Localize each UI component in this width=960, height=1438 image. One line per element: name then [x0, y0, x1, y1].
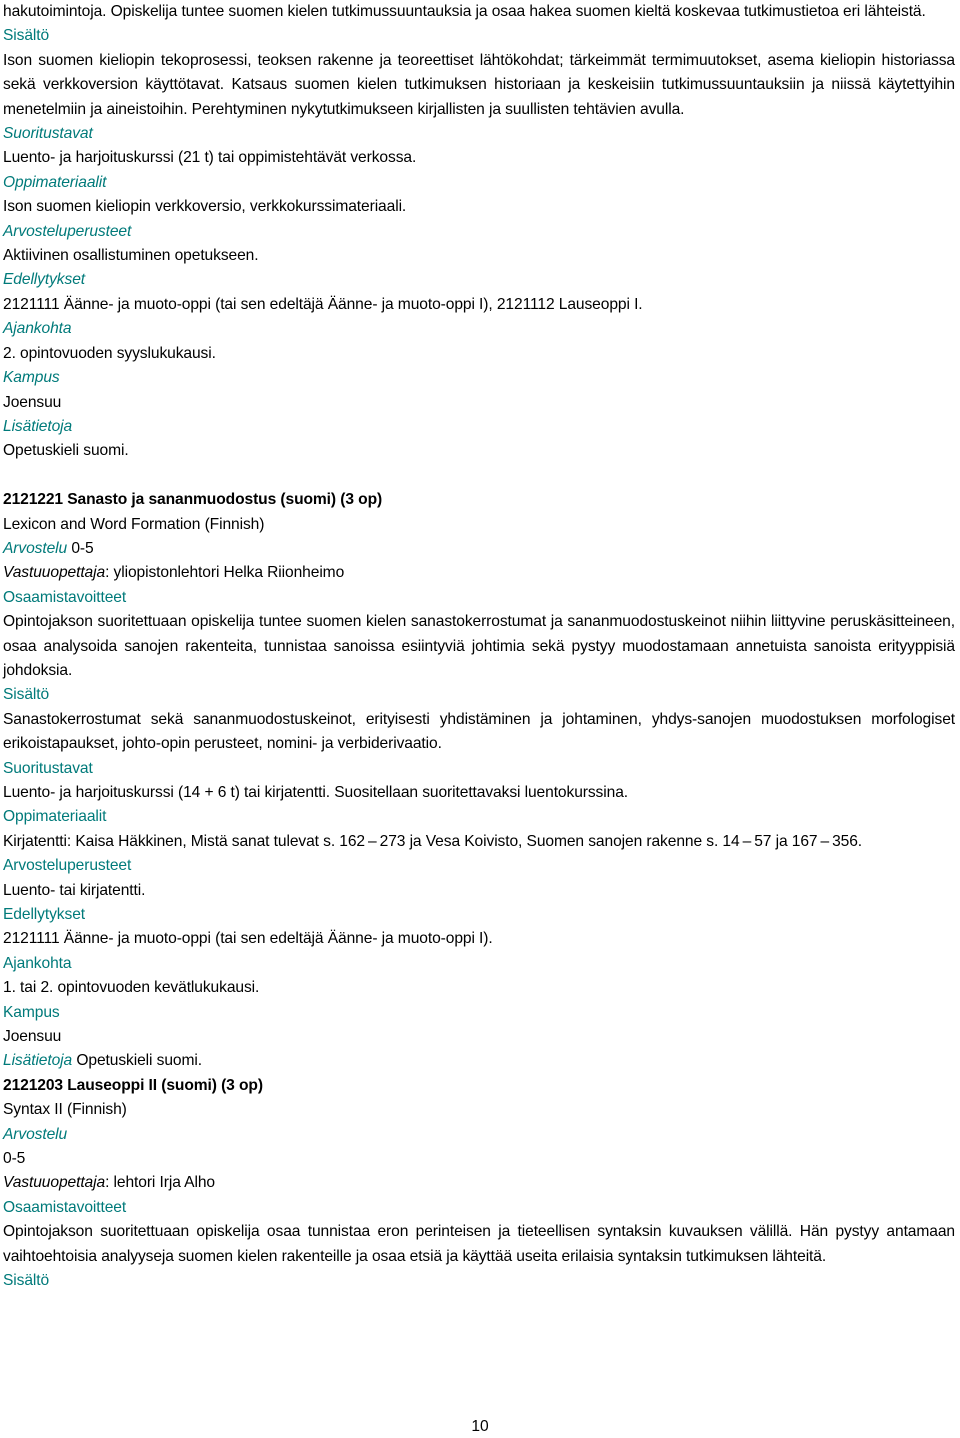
content-text: Sanastokerrostumat sekä sananmuodostuskeinot, erityisesti yhdistäminen ja johtaminen, yhdys-sanojen muodostuksen morfologiset erikoistapaukset, johto-opin perusteet, nomini- ja verbiderivaatio.	[3, 710, 955, 753]
methods-text: Luento- ja harjoituskurssi (21 t) tai oppimistehtävät verkossa.	[3, 149, 417, 167]
methods-heading: Suoritustavat	[3, 759, 93, 777]
methods-text: Luento- ja harjoituskurssi (14 + 6 t) tai kirjatentti. Suositellaan suoritettavaksi luentokurssina.	[3, 783, 628, 801]
content-heading: Sisältö	[3, 27, 50, 45]
campus-text: Joensuu	[3, 393, 62, 411]
course-subtitle: Lexicon and Word Formation (Finnish)	[3, 515, 265, 533]
criteria-text: Aktiivinen osallistuminen opetukseen.	[3, 247, 259, 265]
document-page	[3, 0, 955, 1294]
materials-text: Ison suomen kieliopin verkkoversio, verkkokurssimateriaali.	[3, 198, 407, 216]
intro-tail-text: hakutoimintoja. Opiskelija tuntee suomen kielen tutkimussuuntauksia ja osaa hakea suomen kieltä koskevaa tutkimustietoa eri lähteistä.	[3, 3, 926, 20]
teacher-line	[3, 561, 955, 585]
info-text: Opetuskieli suomi.	[3, 442, 129, 460]
teacher-value: : lehtori Irja Alho	[105, 1174, 215, 1192]
info-text: Opetuskieli suomi.	[72, 1052, 202, 1070]
teacher-value: : yliopistonlehtori Helka Riionheimo	[105, 564, 345, 582]
outcomes-text: Opintojakson suoritettuaan opiskelija tuntee suomen kielen sanastokerrostumat ja sananmuodostuskeinot niihin liittyvine peruskäsitteineen, osaa analysoida sanojen rakenteita, tunnistaa sanoissa esiintyviä johtimia sekä pystyy muodostamaan annetuista sanoista erityyppisiä johdoksia.	[3, 613, 955, 679]
criteria-heading: Arvosteluperusteet	[3, 857, 132, 875]
materials-heading: Oppimateriaalit	[3, 173, 107, 191]
content-heading: Sisältö	[3, 1272, 50, 1290]
info-heading: Lisätietoja	[3, 417, 73, 435]
teacher-label: Vastuuopettaja	[3, 1174, 106, 1192]
grading-label: Arvostelu	[3, 539, 68, 557]
course-subtitle: Syntax II (Finnish)	[3, 1101, 127, 1119]
grading-value: 0-5	[67, 539, 94, 557]
grading-line	[3, 537, 955, 561]
prereq-text: 2121111 Äänne- ja muoto-oppi (tai sen edeltäjä Äänne- ja muoto-oppi I), 2121112 Lauseoppi I.	[3, 295, 643, 313]
outcomes-text: Opintojakson suoritettuaan opiskelija osaa tunnistaa eron perinteisen ja tieteellisen syntaksin kuvauksen välillä. Hän pystyy antamaan vaihtoehtoisia analyyseja suomen kielen rakenteille ja osaa etsiä ja käyttää useita erilaisia syntaksin tutkimuksen lähteitä.	[3, 1223, 955, 1265]
outcomes-heading: Osaamistavoitteet	[3, 1198, 127, 1216]
prereq-heading: Edellytykset	[3, 906, 85, 924]
teacher-label: Vastuuopettaja	[3, 564, 106, 582]
criteria-text: Luento- tai kirjatentti.	[3, 881, 146, 899]
course-title: 2121203 Lauseoppi II (suomi) (3 op)	[3, 1076, 263, 1094]
course-title: 2121221 Sanasto ja sananmuodostus (suomi) (3 op)	[3, 491, 383, 509]
info-line	[3, 1049, 955, 1073]
materials-text: Kirjatentti: Kaisa Häkkinen, Mistä sanat tulevat s. 162 – 273 ja Vesa Koivisto, Suomen sanojen rakenne s. 14 – 57 ja 167 – 356.	[3, 832, 863, 850]
teacher-line	[3, 1171, 955, 1195]
timing-heading: Ajankohta	[3, 320, 72, 338]
content-heading: Sisältö	[3, 686, 50, 704]
outcomes-heading: Osaamistavoitteet	[3, 588, 127, 606]
methods-heading: Suoritustavat	[3, 125, 93, 143]
prereq-text: 2121111 Äänne- ja muoto-oppi (tai sen edeltäjä Äänne- ja muoto-oppi I).	[3, 930, 493, 948]
section-spacer	[3, 464, 955, 488]
timing-heading: Ajankohta	[3, 954, 72, 972]
timing-text: 1. tai 2. opintovuoden kevätlukukausi.	[3, 979, 260, 997]
page-number: 10	[471, 1418, 489, 1435]
criteria-heading: Arvosteluperusteet	[3, 222, 132, 240]
campus-text: Joensuu	[3, 1028, 62, 1046]
timing-text: 2. opintovuoden syyslukukausi.	[3, 344, 216, 362]
content-text: Ison suomen kieliopin tekoprosessi, teoksen rakenne ja teoreettiset lähtökohdat; tärkeimmät termimuutokset, asema kieliopin historiassa sekä verkkoversion käyttötavat. Katsaus suomen kielen tutkimuksen historiaan ja keskeisiin tutkimussuuntauksiin ja niissä käytettyihin menetelmiin ja aineistoihin. Perehtyminen nykytutkimukseen kirjallisten ja suullisten tehtävien avulla.	[3, 51, 955, 118]
campus-heading: Kampus	[3, 369, 60, 387]
grading-heading: Arvostelu	[3, 1125, 68, 1143]
campus-heading: Kampus	[3, 1003, 60, 1021]
materials-heading: Oppimateriaalit	[3, 808, 107, 826]
grading-value: 0-5	[3, 1150, 26, 1168]
prereq-heading: Edellytykset	[3, 271, 85, 289]
info-label: Lisätietoja	[3, 1052, 73, 1070]
